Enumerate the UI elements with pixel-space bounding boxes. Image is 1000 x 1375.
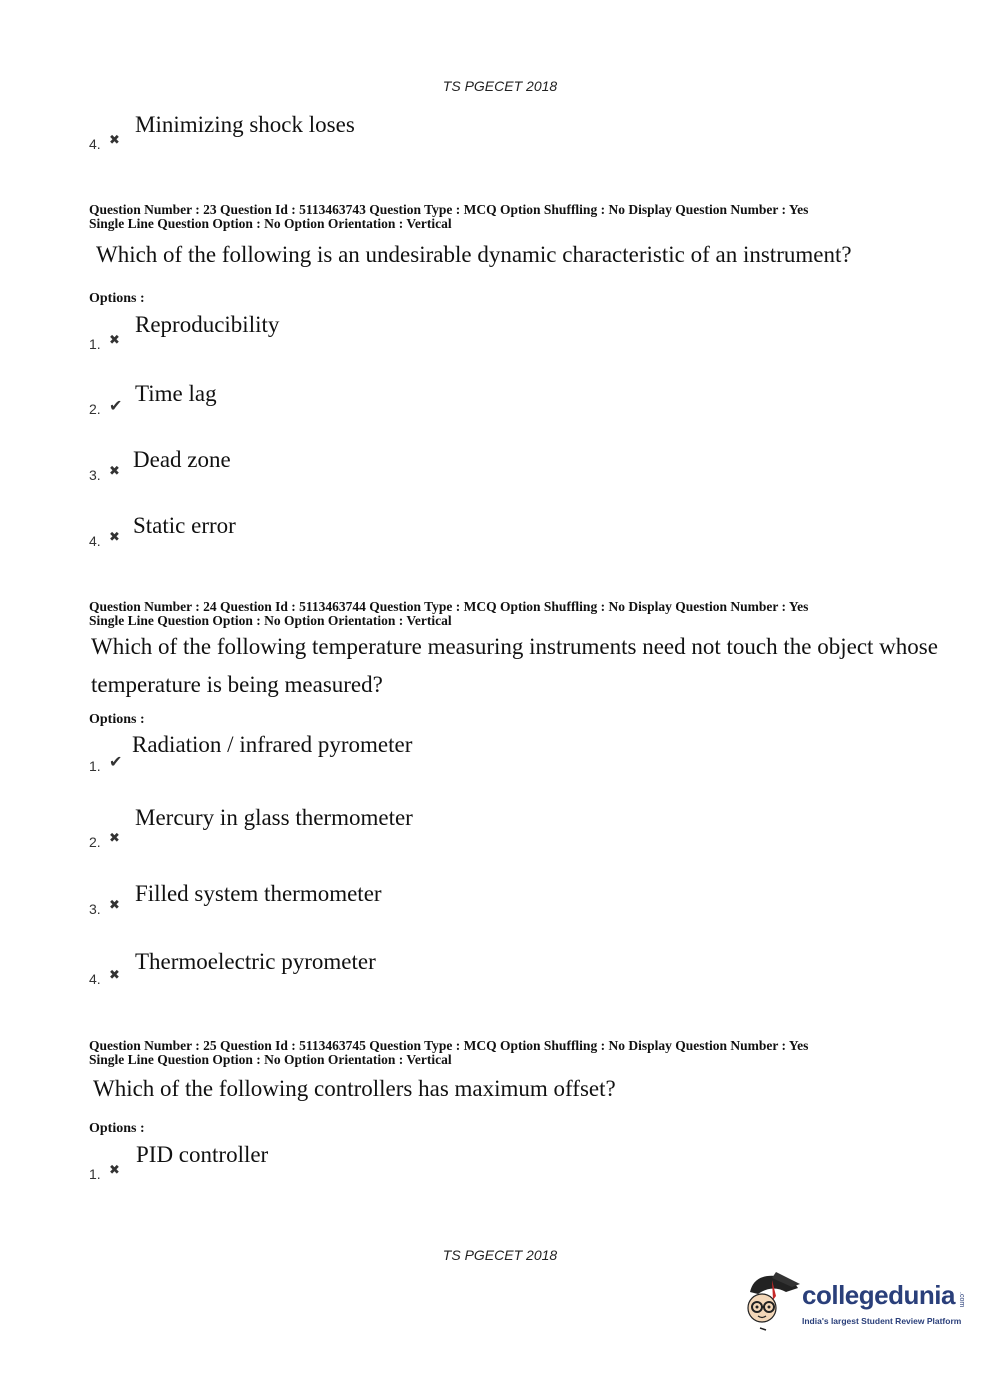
brand-name: collegedunia [802, 1280, 955, 1310]
option-text: Filled system thermometer [135, 881, 382, 906]
option-number: 4. [89, 971, 101, 987]
cross-mark-icon: ✖ [109, 967, 120, 982]
option-number: 4. [89, 533, 101, 549]
option-item [89, 805, 789, 850]
options-label: Options : [89, 1121, 145, 1136]
option-text: Time lag [135, 381, 217, 406]
page-header: TS PGECET 2018 [442, 78, 558, 94]
cross-mark-icon: ✖ [109, 463, 120, 478]
question-text: temperature is being measured? [91, 672, 383, 697]
cross-mark-icon: ✖ [109, 332, 120, 347]
brand-domain: .com [958, 1292, 965, 1308]
mascot-icon [742, 1270, 804, 1340]
option-text: PID controller [136, 1142, 269, 1167]
question-text: Which of the following is an undesirable dynamic characteristic of an instrument? [96, 242, 852, 267]
options-label: Options : [89, 712, 145, 727]
option-number: 2. [89, 401, 101, 417]
cross-mark-icon: ✖ [109, 897, 120, 912]
option-number: 3. [89, 901, 101, 917]
option-text: Static error [133, 513, 236, 538]
option-number: 4. [89, 136, 101, 152]
question-meta: Single Line Question Option : No Option Orientation : Vertical [89, 1052, 452, 1067]
option-number: 2. [89, 834, 101, 850]
option-item [89, 732, 789, 772]
cross-mark-icon: ✖ [109, 830, 120, 845]
option-text: Radiation / infrared pyrometer [132, 732, 413, 757]
collegedunia-logo [742, 1270, 972, 1340]
cross-mark-icon: ✖ [109, 1162, 120, 1177]
question-meta: Question Number : 25 Question Id : 5113463745 Question Type : MCQ Option Shuffling : No Display Question Number : Yes [89, 1038, 809, 1053]
option-number: 1. [89, 758, 101, 774]
option-item [89, 312, 789, 352]
option-number: 3. [89, 467, 101, 483]
option-text: Minimizing shock loses [135, 112, 355, 137]
brand-tagline: India's largest Student Review Platform [802, 1316, 962, 1326]
option-item [89, 112, 789, 152]
option-text: Reproducibility [135, 312, 280, 337]
question-meta: Question Number : 24 Question Id : 5113463744 Question Type : MCQ Option Shuffling : No Display Question Number : Yes [89, 599, 809, 614]
question-meta: Question Number : 23 Question Id : 5113463743 Question Type : MCQ Option Shuffling : No Display Question Number : Yes [89, 202, 809, 217]
option-item [89, 881, 789, 921]
option-item [89, 949, 789, 989]
question-meta: Single Line Question Option : No Option Orientation : Vertical [89, 216, 452, 231]
option-number: 1. [89, 1166, 101, 1182]
option-item [89, 1142, 789, 1182]
option-item [89, 447, 789, 487]
question-text: Which of the following controllers has maximum offset? [93, 1076, 616, 1101]
option-number: 1. [89, 336, 101, 352]
option-text: Mercury in glass thermometer [135, 805, 413, 830]
cross-mark-icon: ✖ [109, 529, 120, 544]
page-footer: TS PGECET 2018 [442, 1247, 558, 1263]
check-mark-icon: ✔ [109, 398, 123, 415]
cross-mark-icon: ✖ [109, 132, 120, 147]
option-text: Thermoelectric pyrometer [135, 949, 376, 974]
check-mark-icon: ✔ [109, 754, 123, 771]
question-text: Which of the following temperature measuring instruments need not touch the object whose [91, 634, 938, 659]
option-item [89, 381, 789, 421]
question-meta: Single Line Question Option : No Option Orientation : Vertical [89, 613, 452, 628]
options-label: Options : [89, 291, 145, 306]
option-text: Dead zone [133, 447, 231, 472]
option-item [89, 513, 789, 553]
